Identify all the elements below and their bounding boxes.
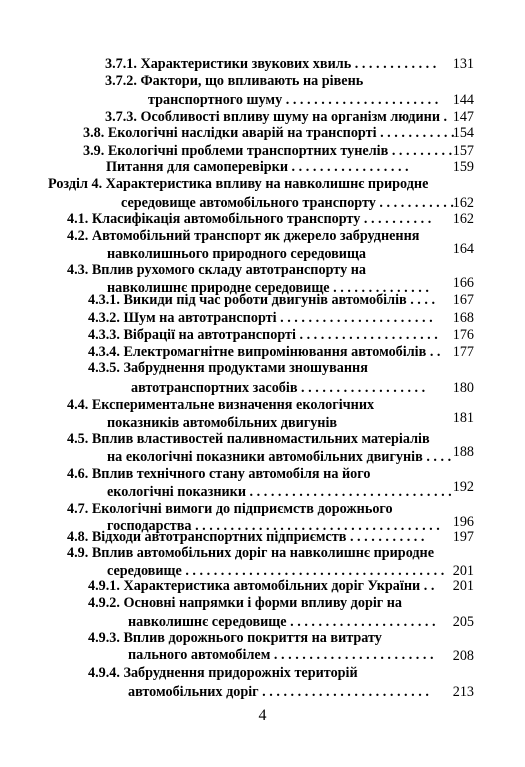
toc-entry-title: 4.9. Вплив автомобільних доріг на навколишнє природне	[67, 545, 435, 561]
toc-entry-title-cont: транспортного шуму . . . . . . . . . . . . . . . . . . . . . .	[148, 92, 439, 108]
toc-entry-page: 157	[452, 143, 474, 159]
toc-entry-title-cont: навколишнього природного середовища	[107, 246, 367, 262]
toc-entry-title: Питання для самоперевірки . . . . . . . . . . . . . . . . .	[106, 159, 409, 175]
toc-entry-title-cont: середовище автомобільного транспорту . . . . . . . . . . .	[121, 195, 454, 211]
toc-entry-page: 201	[452, 578, 474, 594]
toc-entry-title-cont: на екологічні показники автомобільних двигунів . . . .	[107, 449, 452, 465]
toc-entry-page: 162	[452, 211, 474, 227]
toc-entry-page: 167	[452, 292, 474, 308]
toc-entry-title: 4.4. Експериментальне визначення екологічних	[67, 397, 375, 413]
toc-entry-page: 166	[452, 275, 474, 291]
toc-entry-title-cont: господарства . . . . . . . . . . . . . . . . . . . . . . . . . . . . . . . . . . .	[107, 518, 440, 534]
toc-entry-page: 197	[452, 529, 474, 545]
toc-entry-title: 4.8. Відходи автотранспортних підприємств . . . . . . . . . . .	[67, 529, 425, 545]
toc-entry-page: 188	[452, 444, 474, 460]
toc-entry-title: 4.3.4. Електромагнітне випромінювання автомобілів . .	[88, 344, 441, 360]
toc-entry-title: 4.9.2. Основні напрямки і форми впливу доріг на	[88, 595, 403, 611]
toc-entry-page: 159	[452, 159, 474, 175]
toc-entry-page: 162	[452, 195, 474, 211]
toc-entry-title: 4.3.5. Забруднення продуктами зношування	[88, 360, 368, 376]
toc-entry-title-cont: пального автомобілем . . . . . . . . . . . . . . . . . . . . . . .	[128, 647, 434, 663]
toc-entry-title: 4.3.2. Шум на автотранспорті . . . . . . . . . . . . . . . . . . . . . .	[88, 310, 433, 326]
toc-entry-title: 3.7.2. Фактори, що впливають на рівень	[105, 73, 364, 89]
toc-entry-title: 4.1. Класифікація автомобільного транспорту . . . . . . . . . .	[67, 211, 432, 227]
toc-entry-page: 181	[452, 410, 474, 426]
toc-entry-page: 205	[452, 614, 474, 630]
toc-entry-title: 4.3.3. Вібрації на автотранспорті . . . . . . . . . . . . . . . . . . . .	[88, 327, 438, 343]
toc-entry-title: 4.6. Вплив технічного стану автомобіля на його	[67, 466, 371, 482]
toc-entry-title-cont: навколишнє природне середовище . . . . . . . . . . . . . .	[107, 280, 429, 296]
toc-entry-title: 4.5. Вплив властивостей паливномастильних матеріалів	[67, 431, 430, 447]
toc-entry-page: 154	[452, 125, 474, 141]
toc-entry-page: 192	[452, 479, 474, 495]
toc-entry-page: 147	[452, 109, 474, 125]
toc-entry-page: 176	[452, 327, 474, 343]
toc-entry-title-cont: показників автомобільних двигунів	[107, 415, 338, 431]
toc-entry-title: 4.7. Екологічні вимоги до підприємств дорожнього	[67, 501, 393, 517]
toc-entry-page: 208	[452, 648, 474, 664]
toc-entry-page: 196	[452, 514, 474, 530]
toc-entry-title: 4.3.1. Викиди під час роботи двигунів автомобілів . . . .	[88, 292, 436, 308]
toc-entry-page: 168	[452, 310, 474, 326]
toc-entry-page: 177	[452, 344, 474, 360]
toc-entry-title-cont: автотранспортних засобів . . . . . . . . . . . . . . . . . .	[131, 380, 426, 396]
toc-entry-page: 201	[452, 563, 474, 579]
toc-entry-page: 180	[452, 380, 474, 396]
toc-entry-title: 4.2. Автомобільний транспорт як джерело забруднення	[67, 228, 420, 244]
toc-entry-title-cont: середовище . . . . . . . . . . . . . . . . . . . . . . . . . . . . . . . . . . . . .	[107, 563, 445, 579]
toc-entry-page: 131	[452, 56, 474, 72]
toc-entry-title: 3.7.3. Особливості впливу шуму на організм людини .	[105, 109, 448, 125]
toc-entry-page: 164	[452, 241, 474, 257]
toc-entry-page: 213	[452, 684, 474, 700]
toc-entry-title: 4.9.3. Вплив дорожнього покриття на витрату	[88, 630, 382, 646]
toc-entry-title: 3.8. Екологічні наслідки аварій на транспорті . . . . . . . . . . .	[83, 125, 455, 141]
toc-entry-title-cont: екологічні показники . . . . . . . . . . . . . . . . . . . . . . . . . . . . .	[107, 484, 452, 500]
toc-entry-title: 4.3. Вплив рухомого складу автотранспорту на	[67, 262, 366, 278]
toc-entry-title: 4.9.4. Забруднення придорожніх територій	[88, 665, 358, 681]
toc-entry-title: 3.7.1. Характеристики звукових хвиль . . . . . . . . . . . .	[105, 56, 437, 72]
toc-entry-title: Розділ 4. Характеристика впливу на навколишнє природне	[48, 176, 429, 192]
toc-entry-title-cont: навколишнє середовище . . . . . . . . . . . . . . . . . . . . .	[128, 614, 436, 630]
toc-entry-title-cont: автомобільних доріг . . . . . . . . . . . . . . . . . . . . . . . .	[128, 684, 429, 700]
toc-entry-title: 4.9.1. Характеристика автомобільних доріг України . .	[88, 578, 435, 594]
page-number: 4	[258, 707, 267, 724]
toc-entry-page: 144	[452, 92, 474, 108]
toc-entry-title: 3.9. Екологічні проблеми транспортних тунелів . . . . . . . . .	[83, 143, 453, 159]
